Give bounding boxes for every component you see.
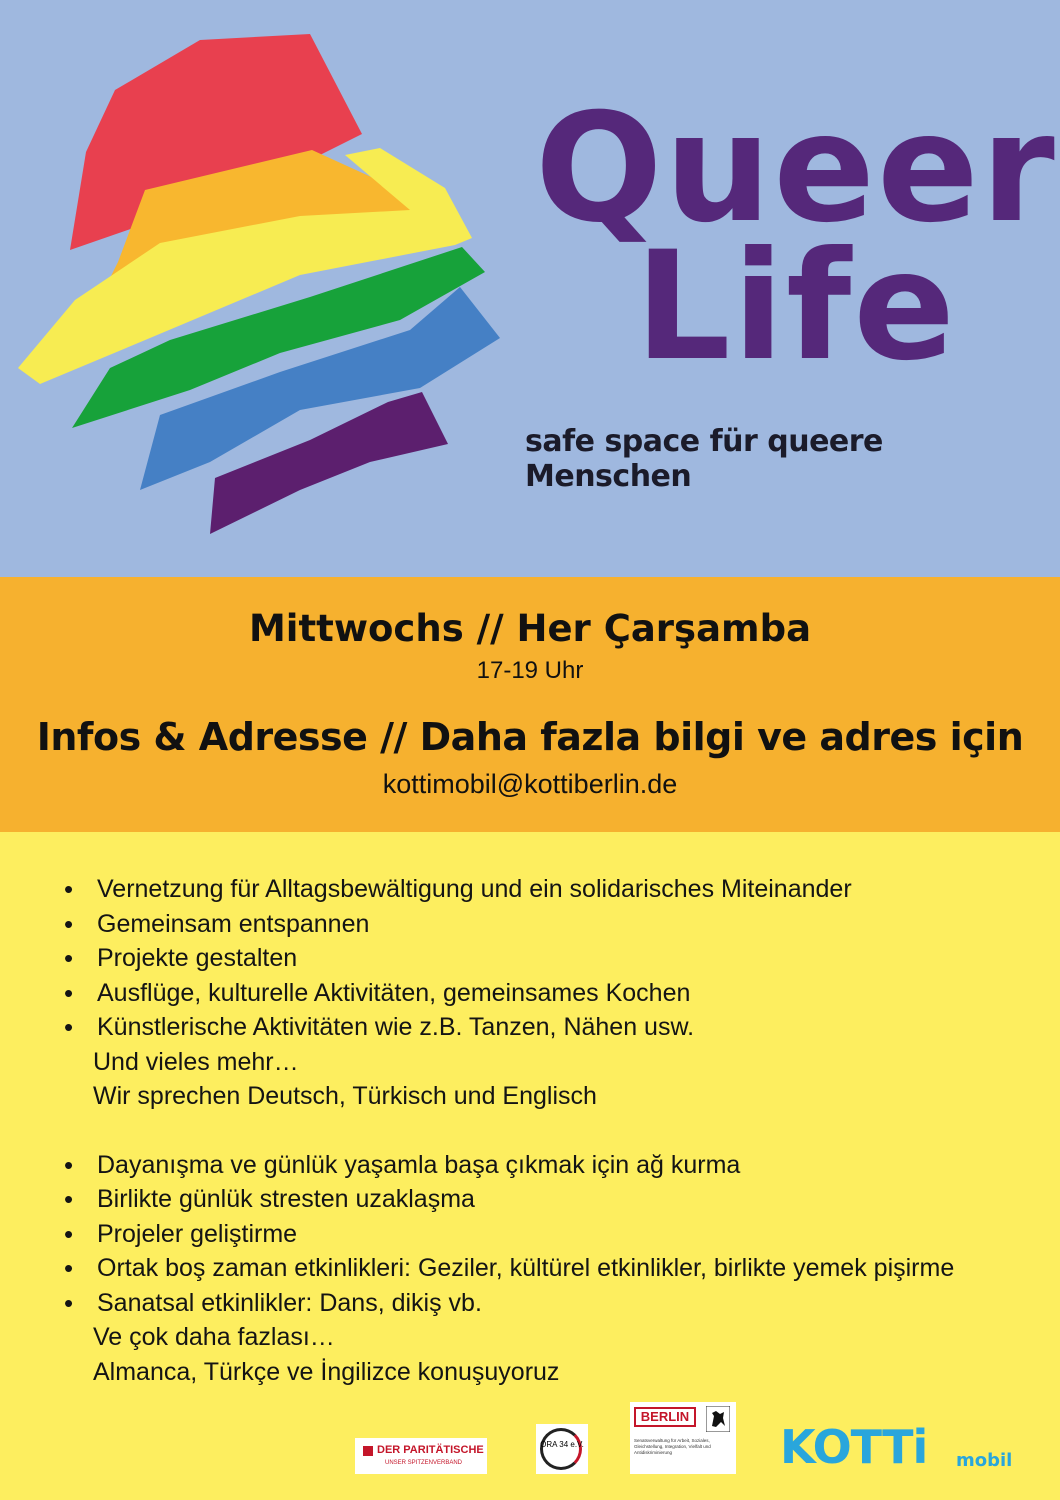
ora34-name: ORA 34 e.V.: [540, 1440, 584, 1449]
schedule-time: 17-19 Uhr: [476, 657, 584, 684]
title-line-2: Life: [635, 220, 957, 394]
ora34-ring-icon: [540, 1428, 582, 1470]
berlin-name: BERLIN: [634, 1407, 696, 1427]
ora34-logo: [536, 1424, 588, 1474]
subtitle: safe space für queere Menschen: [525, 424, 883, 494]
list-item: • Vernetzung für Alltagsbewältigung und ein solidarisches Miteinander: [60, 872, 1020, 907]
contact-email-link[interactable]: kottimobil@kottiberlin.de: [382, 769, 678, 799]
list-item: • Sanatsal etkinlikler: Dans, dikiş vb.: [60, 1286, 1020, 1321]
list-spacer: [60, 1114, 1020, 1148]
kotti-mobil-logo: [780, 1420, 1020, 1480]
list-item: • Projeler geliştirme: [60, 1217, 1020, 1252]
turkish-list: [60, 1148, 1020, 1321]
paritaetische-sub: UNSER SPITZENVERBAND: [385, 1460, 463, 1466]
german-more: Und vieles mehr…: [93, 1047, 299, 1076]
german-list: [60, 872, 1020, 1045]
paritaetische-logo: [355, 1438, 487, 1474]
schedule-band: [0, 577, 1060, 832]
info-heading: Infos & Adresse // Daha fazla bilgi ve adres için: [36, 715, 1024, 759]
paritaetische-name: DER PARITÄTISCHE: [377, 1444, 484, 1456]
list-item: • Projekte gestalten: [60, 941, 1020, 976]
list-item: • Birlikte günlük stresten uzaklaşma: [60, 1182, 1020, 1217]
list-item: • Ortak boş zaman etkinlikleri: Geziler, kültürel etkinlikler, birlikte yemek pişirme: [60, 1251, 1020, 1286]
berlin-department: Senatsverwaltung für Arbeit, Soziales, Gleichstellung, Integration, Vielfalt und Antidiskriminierung: [634, 1438, 711, 1455]
turkish-more: Ve çok daha fazlası…: [93, 1323, 335, 1351]
list-item: • Ausflüge, kulturelle Aktivitäten, gemeinsames Kochen: [60, 976, 1020, 1011]
page-title: [535, 82, 1057, 394]
title-line-1: Queer: [535, 82, 1057, 256]
list-item: • Gemeinsam entspannen: [60, 907, 1020, 942]
paritaetische-mark-icon: [363, 1446, 373, 1456]
activity-lists: [60, 872, 1020, 1389]
header-section: [0, 0, 1060, 577]
berlin-senate-logo: [630, 1402, 736, 1474]
schedule-days: Mittwochs // Her Çarşamba: [248, 607, 812, 650]
german-languages: Wir sprechen Deutsch, Türkisch und Englisch: [93, 1082, 597, 1110]
kotti-suffix: mobil: [956, 1450, 1013, 1471]
list-item: • Dayanışma ve günlük yaşamla başa çıkmak için ağ kurma: [60, 1148, 1020, 1183]
list-item: • Künstlerische Aktivitäten wie z.B. Tanzen, Nähen usw.: [60, 1010, 1020, 1045]
berlin-bear-icon: [706, 1406, 730, 1432]
kotti-name: KOTTi: [780, 1420, 928, 1474]
turkish-languages: Almanca, Türkçe ve İngilizce konuşuyoruz: [93, 1357, 560, 1386]
rainbow-logo-icon: [0, 0, 520, 560]
